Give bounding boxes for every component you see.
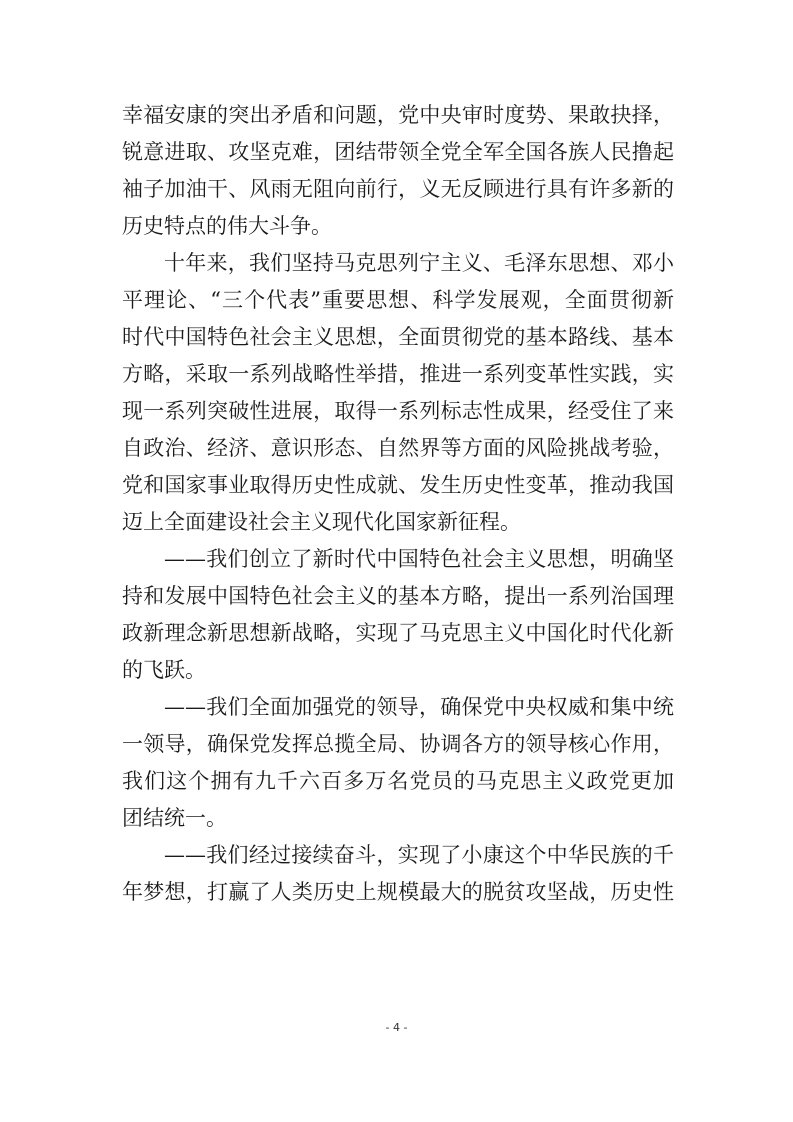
paragraph-first-line: ——我们全面加强党的领导，确保党中央权威和集中统 (164, 695, 674, 719)
text-line: 历史特点的伟大斗争。 (122, 214, 332, 238)
text-line: 自政治、经济、意识形态、自然界等方面的风险挑战考验， (122, 436, 674, 460)
text-line: 团结统一。 (122, 806, 227, 830)
paragraph-first-line: 十年来，我们坚持马克思列宁主义、毛泽东思想、邓小 (164, 251, 674, 275)
paragraph-first-line: ——我们创立了新时代中国特色社会主义思想，明确坚 (164, 547, 674, 571)
text-line: 袖子加油干、风雨无阻向前行，义无反顾进行具有许多新的 (122, 177, 674, 201)
text-line: 年梦想，打赢了人类历史上规模最大的脱贫攻坚战，历史性 (122, 880, 674, 904)
text-line: 政新理念新思想新战略，实现了马克思主义中国化时代化新 (122, 621, 674, 645)
paragraph-first-line: ——我们经过接续奋斗，实现了小康这个中华民族的千 (164, 843, 674, 867)
text-line: 平理论、“三个代表”重要思想、科学发展观，全面贯彻新 (122, 288, 674, 312)
text-line: 我们这个拥有九千六百多万名党员的马克思主义政党更加 (122, 769, 674, 793)
text-line: 迈上全面建设社会主义现代化国家新征程。 (122, 510, 521, 534)
text-line: 锐意进取、攻坚克难，团结带领全党全军全国各族人民撸起 (122, 140, 674, 164)
text-line: 方略，采取一系列战略性举措，推进一系列变革性实践，实 (122, 362, 674, 386)
text-line: 幸福安康的突出矛盾和问题，党中央审时度势、果敢抉择， (122, 103, 674, 127)
page-number: - 4 - (385, 1021, 408, 1034)
text-line: 的飞跃。 (122, 658, 206, 682)
text-line: 党和国家事业取得历史性成就、发生历史性变革，推动我国 (122, 473, 674, 497)
text-line: 现一系列突破性进展，取得一系列标志性成果，经受住了来 (122, 399, 674, 423)
text-line: 持和发展中国特色社会主义的基本方略，提出一系列治国理 (122, 584, 674, 608)
text-line: 时代中国特色社会主义思想，全面贯彻党的基本路线、基本 (122, 325, 674, 349)
text-line: 一领导，确保党发挥总揽全局、协调各方的领导核心作用， (122, 732, 674, 756)
body-text (122, 97, 674, 911)
